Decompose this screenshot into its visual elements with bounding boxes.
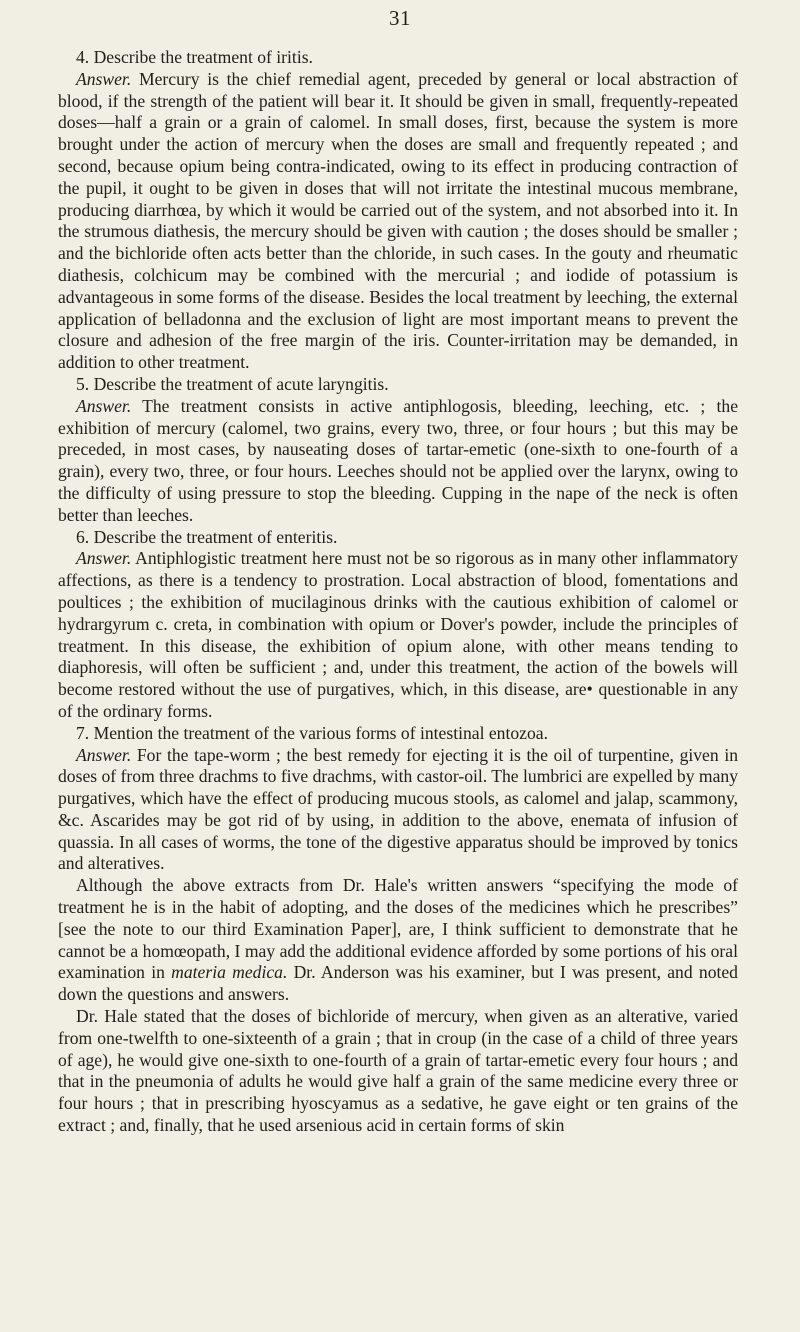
question-4: 4. Describe the treatment of iritis. [76, 47, 313, 67]
answer-6 [58, 548, 738, 722]
answer-label: Answer. [76, 548, 132, 569]
answer-label: Answer. [76, 744, 132, 765]
answer-5 [58, 396, 738, 527]
paragraph-text: Although the above extracts from Dr. Hale's written answers “specifying the mode of treatment he is in the habit of adopting, and the doses of the medicines which he prescribes” [see the note to our third Examination Paper], are, I think sufficient to demonstrate that he cannot be a homœopath, I may add the additional evidence afforded by some portions of his oral examination in [58, 875, 738, 983]
answer-text: For the tape-worm ; the best remedy for ejecting it is the oil of turpentine, given in doses of from three drachms to five drachms, with castor-oil. The lumbrici are expelled by many purgatives, which have the effect of producing mucous stools, as calomel and jalap, scammony, &c. Ascarides may be got rid of by using, in addition to the above, enemata of infusion of quassia. In all cases of worms, the tone of the digestive apparatus should be improved by tonics and alteratives. [58, 744, 738, 874]
answer-text: Mercury is the chief remedial agent, preceded by general or local abstraction of blood, if the strength of the patient will bear it. It should be given in small, frequently-repeated doses—half a grain or a grain of calomel. In small doses, first, because the system is more brought under the action of mercury when the doses are small and frequently repeated ; and second, because opium being contra-indicated, owing to its effect in producing contraction of the pupil, it ought to be given in doses that will not irritate the intestinal mucous membrane, producing diarrhœa, by which it would be carried out of the system, and not absorbed into it. In the strumous diathesis, the mercury should be given with caution ; the doses should be smaller ; and the bichloride often acts better than the chloride, in such cases. In the gouty and rheumatic diathesis, colchicum may be combined with the mercurial ; and iodide of potassium is advantageous in some forms of the disease. Besides the local treatment by leeching, the external application of belladonna and the exclusion of light are most important means to prevent the closure and adhesion of the free margin of the iris. Counter-irritation may be demanded, in addition to other treatment. [58, 68, 738, 373]
question-7: 7. Mention the treatment of the various forms of intestinal entozoa. [76, 722, 548, 743]
answer-text: Antiphlogistic treatment here must not be so rigorous as in many other inflammatory affections, as there is a tendency to prostration. Local abstraction of blood, fomentations and poultices ; the exhibition of mucilaginous drinks with the cautious exhibition of calomel or hydrargyrum c. creta, in combination with opium or Dover's powder, include the principles of treatment. In this disease, the exhibition of opium alone, with other means tending to diaphoresis, will often be sufficient ; and, under this treatment, the action of the bowels will become restored without the use of purgatives, which, in this disease, are• questionable in any of the ordinary forms. [58, 548, 738, 721]
page-body [58, 47, 738, 1137]
page-number: 31 [389, 6, 411, 30]
answer-label: Answer. [76, 395, 132, 416]
italic-term: materia medica. [171, 962, 288, 983]
answer-label: Answer. [76, 68, 132, 89]
question-6: 6. Describe the treatment of enteritis. [76, 526, 338, 547]
answer-7 [58, 745, 738, 876]
answer-4 [58, 69, 738, 374]
paragraph-doses: Dr. Hale stated that the doses of bichloride of mercury, when given as an alterative, varied from one-twelfth to one-sixteenth of a grain ; that in croup (in the case of a child of three years of age), he would give one-sixth to one-fourth of a grain of tartar-emetic every four hours ; and that in the pneumonia of adults he would give half a grain of the same medicine every three or four hours ; that in prescribing hyoscyamus as a sedative, he gave eight or ten grains of the extract ; and, finally, that he used arsenious acid in certain forms of skin [58, 1006, 738, 1136]
answer-text: The treatment consists in active antiphlogosis, bleeding, leeching, etc. ; the exhibition of mercury (calomel, two grains, every two, three, or four hours ; but this may be preceded, in most cases, by nauseating doses of tartar-emetic (one-sixth to one-fourth of a grain), every two, three, or four hours. Leeches should not be applied over the larynx, owing to the difficulty of using pressure to stop the bleeding. Cupping in the nape of the neck is often better than leeches. [58, 395, 738, 525]
paragraph-text: Dr. Anderson was his examiner, but I was present, and noted down the questions and answers. [58, 962, 738, 1005]
paragraph-hale-answers [58, 875, 738, 1006]
question-5: 5. Describe the treatment of acute laryngitis. [76, 373, 389, 394]
